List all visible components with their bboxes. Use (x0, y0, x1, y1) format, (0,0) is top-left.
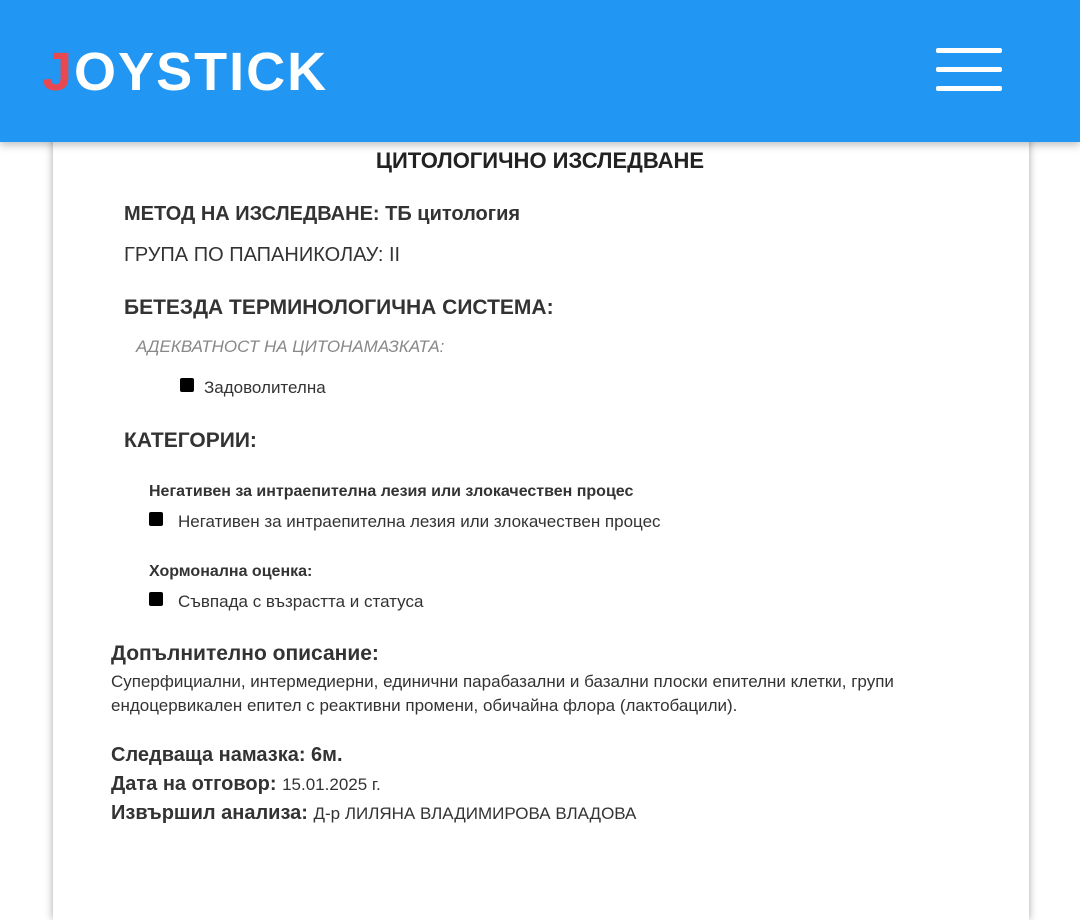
joystick-logo[interactable] (42, 40, 328, 104)
app-header (0, 0, 1080, 142)
analyst (111, 802, 636, 825)
additional-heading: Допълнително описание: (111, 642, 379, 665)
negative-heading: Негативен за интраепителна лезия или злокачествен процес (149, 483, 634, 500)
next-smear-text: Следваща намазка: 6м. (111, 744, 343, 766)
adequacy-label: АДЕКВАТНОСТ НА ЦИТОНАМАЗКАТА: (136, 337, 445, 356)
answer-date (111, 773, 381, 796)
categories-heading: КАТЕГОРИИ: (124, 429, 257, 452)
adequacy-value: Задоволителна (204, 378, 326, 397)
hormonal-value-item (149, 592, 423, 612)
report-title: ЦИТОЛОГИЧНО ИЗСЛЕДВАНЕ (375, 148, 705, 173)
papanicolaou-group: ГРУПА ПО ПАПАНИКОЛАУ: II (124, 244, 401, 266)
examination-method: МЕТОД НА ИЗСЛЕДВАНЕ: ТБ цитология (124, 203, 521, 225)
answer-date-label: Дата на отговор: (111, 773, 277, 795)
logo-first-letter: J (42, 42, 75, 102)
bethesda-heading: БЕТЕЗДА ТЕРМИНОЛОГИЧНА СИСТЕМА: (124, 296, 554, 319)
hormonal-value: Съвпада с възрастта и статуса (178, 592, 424, 611)
bullet-square-icon (149, 512, 163, 526)
hamburger-menu-icon[interactable] (936, 46, 1002, 96)
additional-description: Суперфициални, интермедиерни, единични парабазални и базални плоски епителни клетки, групи ендоцервикален епител с реактивни промени, обичайна флора (лактобацили). (111, 672, 894, 715)
negative-value: Негативен за интраепителна лезия или злокачествен процес (178, 512, 661, 531)
bullet-square-icon (149, 592, 163, 606)
adequacy-value-item (180, 378, 326, 398)
bullet-square-icon (180, 378, 194, 392)
negative-value-item (149, 512, 661, 532)
analyst-label: Извършил анализа: (111, 802, 308, 824)
hormonal-heading: Хормонална оценка: (149, 563, 313, 580)
answer-date-value: 15.01.2025 г. (282, 775, 381, 794)
logo-rest: OYSTICK (74, 42, 329, 102)
analyst-value: Д-р ЛИЛЯНА ВЛАДИМИРОВА ВЛАДОВА (313, 804, 637, 823)
next-smear (111, 744, 343, 767)
